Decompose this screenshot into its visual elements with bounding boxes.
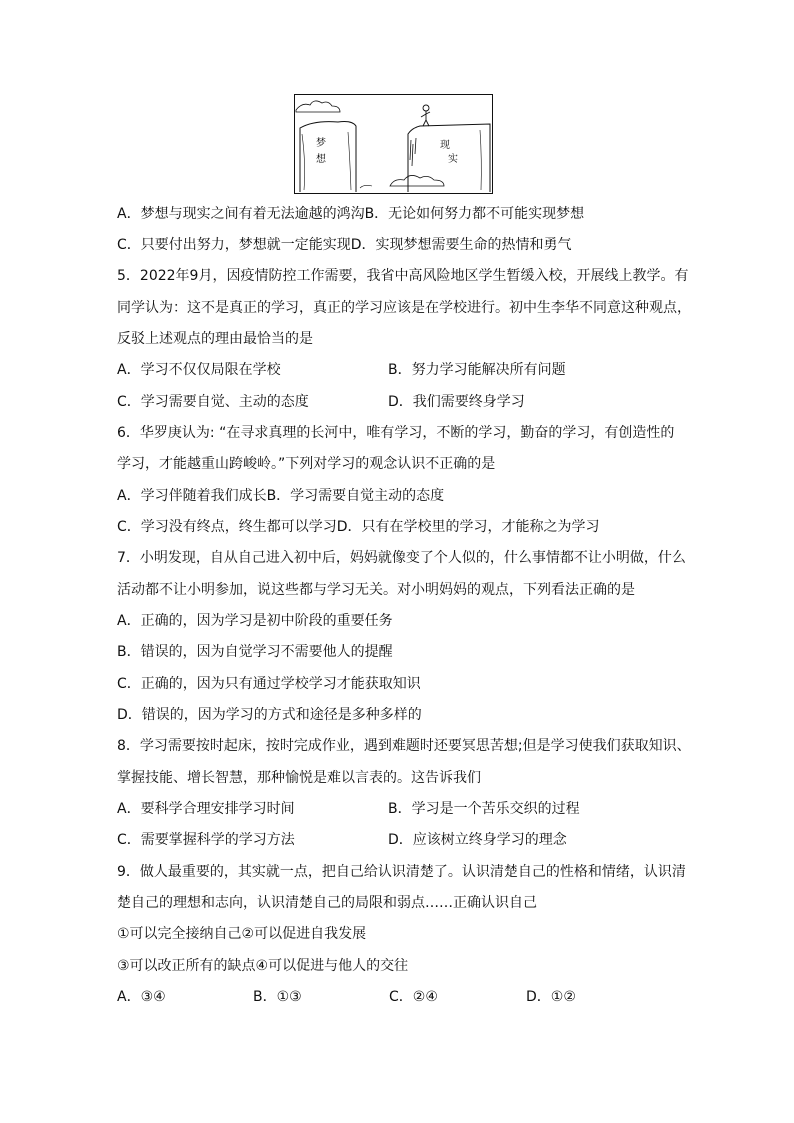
- q8-option-a: A．要科学合理安排学习时间: [117, 801, 295, 817]
- left-cliff-label-2: 想: [316, 154, 326, 165]
- q6-options-ab: A．学习伴随着我们成长B．学习需要自觉主动的态度: [117, 488, 445, 504]
- q9-items-3-4: ③可以改正所有的缺点④可以促进与他人的交往: [117, 958, 409, 974]
- q4-options-ab: A．梦想与现实之间有着无法逾越的鸿沟B．无论如何努力都不可能实现梦想: [117, 206, 585, 222]
- right-cliff-label-1: 现: [440, 140, 450, 151]
- q5-stem-line-3: 反驳上述观点的理由最恰当的是: [117, 331, 313, 347]
- q5-option-d: D．我们需要终身学习: [388, 394, 525, 410]
- right-cliff-label-2: 实: [448, 154, 458, 165]
- q9-stem-line-2: 楚自己的理想和志向，认识清楚自己的局限和弱点……正确认识自己: [117, 895, 537, 911]
- q6-options-cd: C．学习没有终点，终生都可以学习D．只有在学校里的学习，才能称之为学习: [117, 519, 600, 535]
- q5-option-a: A．学习不仅仅局限在学校: [117, 362, 281, 378]
- q5-option-b: B．努力学习能解决所有问题: [388, 362, 566, 378]
- q9-option-c: C．②④: [389, 989, 438, 1005]
- q7-option-d: D．错误的，因为学习的方式和途径是多种多样的: [117, 707, 422, 723]
- q6-stem-line-1: 6．华罗庚认为: “在寻求真理的长河中，唯有学习，不断的学习，勤奋的学习，有创造性的: [117, 425, 675, 441]
- q8-stem-line-2: 掌握技能、增长智慧，那种愉悦是难以言表的。这告诉我们: [117, 770, 481, 786]
- q9-stem-line-1: 9．做人最重要的，其实就一点，把自己给认识清楚了。认识清楚自己的性格和情绪，认识清: [117, 864, 686, 880]
- q4-options-cd: C．只要付出努力，梦想就一定能实现D．实现梦想需要生命的热情和勇气: [117, 237, 572, 253]
- q7-stem-line-2: 活动都不让小明参加，说这些都与学习无关。对小明妈妈的观点，下列看法正确的是: [117, 582, 635, 598]
- q7-option-a: A．正确的，因为学习是初中阶段的重要任务: [117, 613, 393, 629]
- q8-option-d: D．应该树立终身学习的理念: [388, 832, 567, 848]
- q9-option-d: D．①②: [526, 989, 576, 1005]
- q7-option-c: C．正确的，因为只有通过学校学习才能获取知识: [117, 676, 421, 692]
- q5-option-c: C．学习需要自觉、主动的态度: [117, 394, 309, 410]
- q8-stem-line-1: 8．学习需要按时起床，按时完成作业，遇到难题时还要冥思苦想;但是学习使我们获取知识、: [117, 738, 691, 754]
- q7-stem-line-1: 7．小明发现，自从自己进入初中后，妈妈就像变了个人似的，什么事情都不让小明做，什么: [117, 550, 686, 566]
- q9-option-a: A．③④: [117, 989, 166, 1005]
- q8-option-b: B．学习是一个苦乐交织的过程: [388, 801, 580, 817]
- dream-reality-cartoon: [294, 94, 493, 194]
- q8-option-c: C．需要掌握科学的学习方法: [117, 832, 295, 848]
- q7-option-b: B．错误的，因为自觉学习不需要他人的提醒: [117, 644, 393, 660]
- q5-stem-line-2: 同学认为：这不是真正的学习，真正的学习应该是在学校进行。初中生李华不同意这种观点，: [117, 300, 691, 316]
- left-cliff-label-1: 梦: [316, 138, 326, 149]
- q5-stem-line-1: 5．2022年9月，因疫情防控工作需要，我省中高风险地区学生暂缓入校，开展线上教学。有: [117, 268, 689, 284]
- q6-stem-line-2: 学习，才能越重山跨峻岭。”下列对学习的观念认识不正确的是: [117, 456, 496, 472]
- q9-items-1-2: ①可以完全接纳自己②可以促进自我发展: [117, 926, 367, 942]
- q9-option-b: B．①③: [253, 989, 302, 1005]
